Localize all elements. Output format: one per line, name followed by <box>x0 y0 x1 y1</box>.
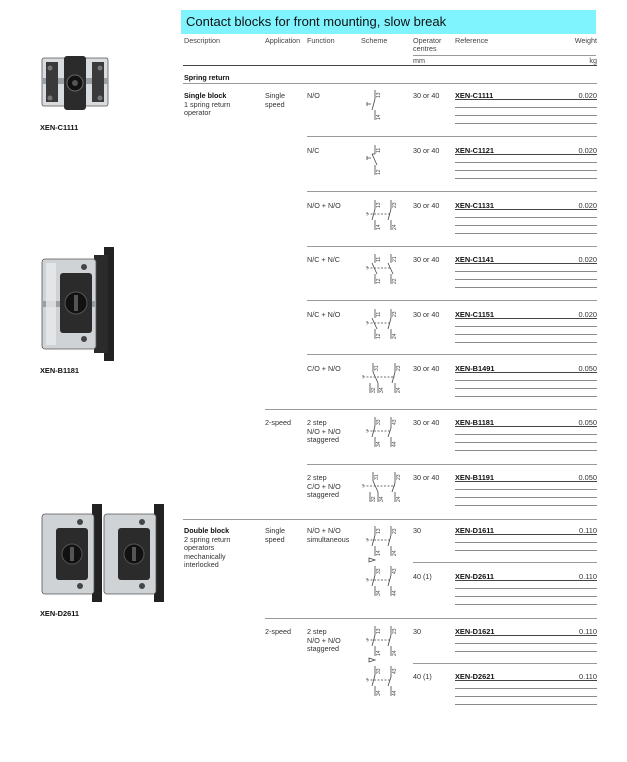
svg-text:23: 23 <box>392 628 398 634</box>
application-2-speed <box>265 628 291 637</box>
application-line: speed <box>265 99 285 109</box>
reference-rule <box>455 434 597 435</box>
reference-rule <box>455 442 597 443</box>
reference-rule <box>455 162 597 163</box>
weight-value: 0.020 <box>578 310 597 319</box>
row-separator <box>307 246 597 247</box>
application-line: Single <box>265 91 285 100</box>
header-divider <box>413 55 596 56</box>
svg-text:33: 33 <box>376 668 382 674</box>
svg-text:43: 43 <box>392 668 398 674</box>
reference-rule <box>455 279 597 280</box>
reference-rule <box>455 342 597 343</box>
operator-centres-value: 30 or 40 <box>413 201 440 210</box>
unit-kg: kg <box>589 56 597 65</box>
reference-rule <box>455 481 597 482</box>
svg-text:32: 32 <box>371 496 377 502</box>
reference-rule <box>455 680 597 681</box>
two-block-contact-image <box>38 245 122 365</box>
reference-rule <box>455 178 597 179</box>
group-desc-line: interlocked <box>184 560 219 569</box>
reference-rule <box>455 505 597 506</box>
svg-text:13: 13 <box>376 92 382 98</box>
application-single-speed <box>265 92 285 109</box>
row-separator <box>307 464 597 465</box>
svg-text:23: 23 <box>396 474 402 480</box>
function-cell: 2 step N/O + N/O staggered <box>307 627 341 653</box>
svg-text:34: 34 <box>376 441 382 447</box>
reference-link[interactable]: XEN-C1121 <box>455 146 495 155</box>
scheme-no <box>364 88 394 122</box>
reference-rule <box>455 688 597 689</box>
svg-text:34: 34 <box>379 496 385 502</box>
header-application: Application <box>265 36 301 45</box>
function-cell: N/C + N/C <box>307 255 340 264</box>
reference-rule <box>455 287 597 288</box>
contact-block-image <box>40 52 110 114</box>
svg-text:23: 23 <box>396 365 402 371</box>
scheme-co-no <box>360 361 410 395</box>
section-title: Spring return <box>184 73 230 82</box>
group-desc-line: operator <box>184 108 211 117</box>
application-line: speed <box>265 534 285 544</box>
function-cell: N/C + N/O <box>307 310 341 319</box>
reference-rule <box>455 326 597 327</box>
scheme-nc-no <box>364 307 404 341</box>
svg-text:12: 12 <box>376 333 382 339</box>
reference-rule <box>455 651 597 652</box>
row-separator <box>307 136 597 137</box>
row-separator <box>307 191 597 192</box>
operator-centres-value: 30 or 40 <box>413 146 440 155</box>
product-caption: XEN-C1111 <box>40 123 79 132</box>
operator-centres-value: 30 or 40 <box>413 310 440 319</box>
group-desc-line: 1 spring return <box>184 99 231 109</box>
function-cell: N/O + N/O simultaneous <box>307 526 350 544</box>
svg-text:14: 14 <box>376 550 382 556</box>
reference-rule <box>455 489 597 490</box>
reference-link[interactable]: XEN-D2611 <box>455 572 495 581</box>
reference-link[interactable]: XEN-B1181 <box>455 418 495 427</box>
row-separator <box>265 618 597 619</box>
weight-value: 0.110 <box>579 526 597 535</box>
svg-text:13: 13 <box>376 628 382 634</box>
row-separator <box>307 300 597 301</box>
weight-value: 0.050 <box>578 473 597 482</box>
reference-rule <box>455 334 597 335</box>
function-cell: 2 step N/O + N/O staggered <box>307 418 341 444</box>
reference-link[interactable]: XEN-C1151 <box>455 310 495 319</box>
svg-text:24: 24 <box>396 387 402 393</box>
reference-rule <box>455 604 597 605</box>
reference-rule <box>455 123 597 124</box>
header-scheme: Scheme <box>361 36 388 45</box>
reference-rule <box>455 643 597 644</box>
reference-rule <box>455 550 597 551</box>
reference-rule <box>455 233 597 234</box>
reference-rule <box>455 217 597 218</box>
svg-text:33: 33 <box>376 568 382 574</box>
svg-text:23: 23 <box>392 528 398 534</box>
operator-centres-value: 30 or 40 <box>413 255 440 264</box>
row-separator <box>265 409 597 410</box>
reference-rule <box>455 588 597 589</box>
svg-text:24: 24 <box>392 550 398 556</box>
reference-rule <box>455 534 597 535</box>
header-function: Function <box>307 36 335 45</box>
group-desc-line: operators <box>184 543 215 552</box>
svg-text:11: 11 <box>376 147 382 153</box>
reference-link[interactable]: XEN-D1611 <box>455 526 495 535</box>
svg-text:23: 23 <box>392 202 398 208</box>
reference-rule <box>455 209 597 210</box>
function-cell: 2 step C/O + N/O staggered <box>307 473 341 499</box>
unit-mm: mm <box>413 56 425 65</box>
header-description: Description <box>184 36 220 45</box>
operator-centres-value: 30 <box>413 526 421 535</box>
row-separator <box>413 562 597 563</box>
application-line: 2-speed <box>265 418 291 427</box>
reference-rule <box>455 635 597 636</box>
row-separator <box>183 519 597 520</box>
scheme-2step-co-no <box>360 470 410 504</box>
reference-rule <box>455 263 597 264</box>
reference-rule <box>455 99 597 100</box>
header-operator-centres: Operator centres <box>413 36 442 53</box>
svg-text:33: 33 <box>376 419 382 425</box>
svg-text:31: 31 <box>374 474 380 480</box>
svg-text:43: 43 <box>392 419 398 425</box>
reference-link[interactable]: XEN-B1191 <box>455 473 495 482</box>
weight-value: 0.020 <box>578 146 597 155</box>
svg-text:44: 44 <box>392 690 398 696</box>
reference-rule <box>455 596 597 597</box>
weight-value: 0.050 <box>578 364 597 373</box>
svg-text:44: 44 <box>392 441 398 447</box>
reference-rule <box>455 225 597 226</box>
reference-link[interactable]: XEN-D2621 <box>455 672 495 681</box>
application-2-speed <box>265 419 291 428</box>
reference-link[interactable]: XEN-C1111 <box>455 91 494 100</box>
page-title: Contact blocks for front mounting, slow break <box>186 14 447 29</box>
reference-rule <box>455 372 597 373</box>
reference-rule <box>455 450 597 451</box>
group-desc-line: mechanically <box>184 551 226 561</box>
operator-centres-value: 30 or 40 <box>413 473 440 482</box>
svg-text:24: 24 <box>392 650 398 656</box>
svg-text:34: 34 <box>376 690 382 696</box>
weight-value: 0.050 <box>578 418 597 427</box>
section-rule <box>183 83 597 84</box>
group-name: Single block <box>184 91 227 100</box>
operator-centres-value: 30 or 40 <box>413 364 440 373</box>
weight-value: 0.020 <box>578 91 597 100</box>
row-separator <box>413 663 597 664</box>
scheme-no-no <box>364 198 404 232</box>
row-separator <box>307 354 597 355</box>
svg-text:24: 24 <box>392 333 398 339</box>
svg-text:43: 43 <box>392 568 398 574</box>
header-weight: Weight <box>574 36 597 45</box>
svg-text:32: 32 <box>371 387 377 393</box>
header-reference: Reference <box>455 36 489 45</box>
reference-rule <box>455 115 597 116</box>
weight-value: 0.110 <box>579 672 597 681</box>
svg-text:12: 12 <box>376 169 382 175</box>
application-single-speed <box>265 527 285 544</box>
reference-rule <box>455 154 597 155</box>
reference-rule <box>455 542 597 543</box>
svg-text:34: 34 <box>376 590 382 596</box>
application-line: 2-speed <box>265 627 291 636</box>
operator-centres-value: 30 or 40 <box>413 418 440 427</box>
double-block-image <box>38 502 166 606</box>
reference-rule <box>455 704 597 705</box>
svg-text:13: 13 <box>376 528 382 534</box>
reference-link[interactable]: XEN-C1141 <box>455 255 495 264</box>
svg-text:24: 24 <box>392 224 398 230</box>
reference-rule <box>455 107 597 108</box>
reference-rule <box>455 318 597 319</box>
weight-value: 0.020 <box>578 201 597 210</box>
function-cell: N/O + N/O <box>307 201 341 210</box>
svg-text:11: 11 <box>376 311 382 317</box>
group-name: Double block <box>184 526 230 535</box>
svg-text:11: 11 <box>376 256 382 262</box>
reference-rule <box>455 580 597 581</box>
header-bottom-rule <box>183 65 597 66</box>
operator-centres-value: 30 <box>413 627 421 636</box>
group-single-block <box>184 92 230 118</box>
reference-rule <box>455 170 597 171</box>
svg-text:14: 14 <box>376 114 382 120</box>
reference-rule <box>455 396 597 397</box>
svg-text:23: 23 <box>392 311 398 317</box>
svg-text:22: 22 <box>392 278 398 284</box>
scheme-double-2step <box>364 624 404 698</box>
group-double-block <box>184 527 230 570</box>
operator-centres-value: 30 or 40 <box>413 91 440 100</box>
reference-link[interactable]: XEN-B1491 <box>455 364 495 373</box>
group-desc-line: 2 spring return <box>184 534 231 544</box>
function-cell: C/O + N/O <box>307 364 341 373</box>
reference-rule <box>455 380 597 381</box>
svg-text:12: 12 <box>376 278 382 284</box>
reference-rule <box>455 426 597 427</box>
operator-centres-value: 40 (1) <box>413 572 432 581</box>
function-cell: N/C <box>307 146 320 155</box>
scheme-double-no-no <box>364 524 404 598</box>
product-caption: XEN-B1181 <box>40 366 80 375</box>
scheme-nc-nc <box>364 252 404 286</box>
weight-value: 0.110 <box>579 572 597 581</box>
application-line: Single <box>265 526 285 535</box>
svg-text:44: 44 <box>392 590 398 596</box>
svg-text:14: 14 <box>376 650 382 656</box>
function-cell: N/O <box>307 91 320 100</box>
svg-text:14: 14 <box>376 224 382 230</box>
svg-text:24: 24 <box>396 496 402 502</box>
reference-rule <box>455 388 597 389</box>
reference-rule <box>455 696 597 697</box>
svg-text:21: 21 <box>392 256 398 262</box>
svg-text:13: 13 <box>376 202 382 208</box>
svg-text:34: 34 <box>379 387 385 393</box>
scheme-2step-no-no <box>364 415 404 449</box>
reference-link[interactable]: XEN-C1131 <box>455 201 495 210</box>
reference-link[interactable]: XEN-D1621 <box>455 627 495 636</box>
weight-value: 0.110 <box>579 627 597 636</box>
reference-rule <box>455 271 597 272</box>
operator-centres-value: 40 (1) <box>413 672 432 681</box>
svg-text:31: 31 <box>374 365 380 371</box>
scheme-nc <box>364 143 394 177</box>
weight-value: 0.020 <box>578 255 597 264</box>
reference-rule <box>455 497 597 498</box>
product-caption: XEN-D2611 <box>40 609 80 618</box>
